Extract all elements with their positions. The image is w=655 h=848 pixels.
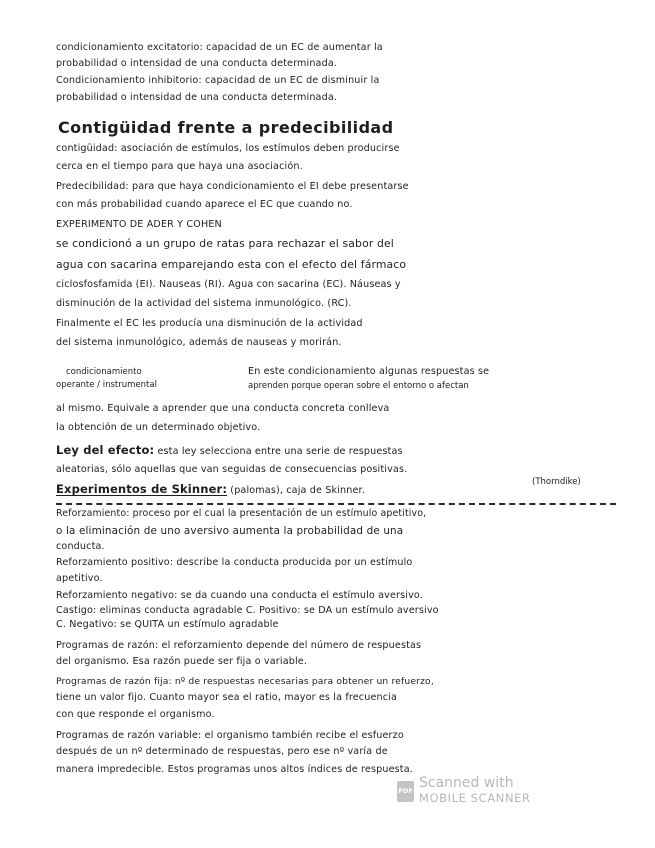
text-line: al mismo. Equivale a aprender que una conducta concreta conlleva <box>56 403 390 414</box>
subheading: EXPERIMENTO DE ADER Y COHEN <box>56 219 222 230</box>
text-line: agua con sacarina emparejando esta con el efecto del fármaco <box>56 258 407 271</box>
aside-thorndike: (Thorndike) <box>532 477 581 487</box>
text-line: Castigo: eliminas conducta agradable C. Positivo: se DA un estímulo aversivo <box>56 605 439 616</box>
text-line: ciclosfosfamida (EI). Nauseas (RI). Agua con sacarina (EC). Náuseas y <box>56 279 401 290</box>
term-ley-efecto: Ley del efecto: <box>56 443 155 457</box>
scanner-watermark <box>397 776 531 806</box>
watermark-text <box>419 776 531 806</box>
text-line: aprenden porque operan sobre el entorno o afectan <box>248 381 469 391</box>
text-line: Programas de razón: el reforzamiento depende del número de respuestas <box>56 640 422 651</box>
section-heading: Contigüidad frente a predecibilidad <box>58 118 394 137</box>
text-line: Reforzamiento: proceso por el cual la presentación de un estímulo apetitivo, <box>56 508 427 519</box>
text-line: En este condicionamiento algunas respuestas se <box>248 366 490 377</box>
text-line: probabilidad o intensidad de una conducta determinada. <box>56 58 338 69</box>
text-line: condicionamiento excitatorio: capacidad de un EC de aumentar la <box>56 42 383 53</box>
skinner-note: (palomas), caja de Skinner. <box>230 485 365 496</box>
watermark-line2: MOBILE SCANNER <box>419 791 531 805</box>
dashed-divider <box>56 503 616 505</box>
term-operant: condicionamiento <box>66 367 142 377</box>
term-skinner: Experimentos de Skinner: <box>56 482 228 496</box>
text-line: apetitivo. <box>56 573 103 584</box>
text-line: del sistema inmunológico, además de nauseas y morirán. <box>56 337 342 348</box>
text-line: después de un nº determinado de respuestas, pero ese nº varía de <box>56 746 388 757</box>
text-line: Programas de razón variable: el organismo también recibe el esfuerzo <box>56 730 404 741</box>
text-line: probabilidad o intensidad de una conducta determinada. <box>56 92 338 103</box>
text-line: C. Negativo: se QUITA un estímulo agradable <box>56 619 279 630</box>
text-line: Reforzamiento positivo: describe la conducta producida por un estímulo <box>56 557 413 568</box>
text-line <box>56 444 403 458</box>
text-line: la obtención de un determinado objetivo. <box>56 422 261 433</box>
text-line: Programas de razón fija: nº de respuestas necesarias para obtener un refuerzo, <box>56 676 434 687</box>
text-line: se condicionó a un grupo de ratas para rechazar el sabor del <box>56 237 394 250</box>
ley-def: esta ley selecciona entre una serie de respuestas <box>157 446 403 457</box>
pdf-icon: PDF <box>397 781 414 802</box>
text-line: aleatorias, sólo aquellas que van seguidas de consecuencias positivas. <box>56 464 408 475</box>
text-line: cerca en el tiempo para que haya una asociación. <box>56 161 303 172</box>
text-line: con más probabilidad cuando aparece el EC que cuando no. <box>56 199 353 210</box>
text-line: disminución de la actividad del sistema inmunológico. (RC). <box>56 298 352 309</box>
watermark-line1: Scanned with <box>419 775 514 791</box>
text-line: Condicionamiento inhibitorio: capacidad de un EC de disminuir la <box>56 75 380 86</box>
text-line: conducta. <box>56 541 105 552</box>
text-line: Reforzamiento negativo: se da cuando una conducta el estímulo aversivo. <box>56 590 423 601</box>
text-line: con que responde el organismo. <box>56 709 215 720</box>
text-line: manera impredecible. Estos programas unos altos índices de respuesta. <box>56 764 413 775</box>
text-line: Predecibilidad: para que haya condicionamiento el EI debe presentarse <box>56 181 409 192</box>
text-line: del organismo. Esa razón puede ser fija o variable. <box>56 656 308 667</box>
text-line: o la eliminación de uno aversivo aumenta la probabilidad de una <box>56 525 404 537</box>
text-line: tiene un valor fijo. Cuanto mayor sea el ratio, mayor es la frecuencia <box>56 692 397 703</box>
text-line: contigüidad: asociación de estímulos, los estímulos deben producirse <box>56 143 400 154</box>
text-line <box>56 483 365 497</box>
term-operant: operante / instrumental <box>56 380 157 390</box>
text-line: Finalmente el EC les producía una disminución de la actividad <box>56 318 363 329</box>
